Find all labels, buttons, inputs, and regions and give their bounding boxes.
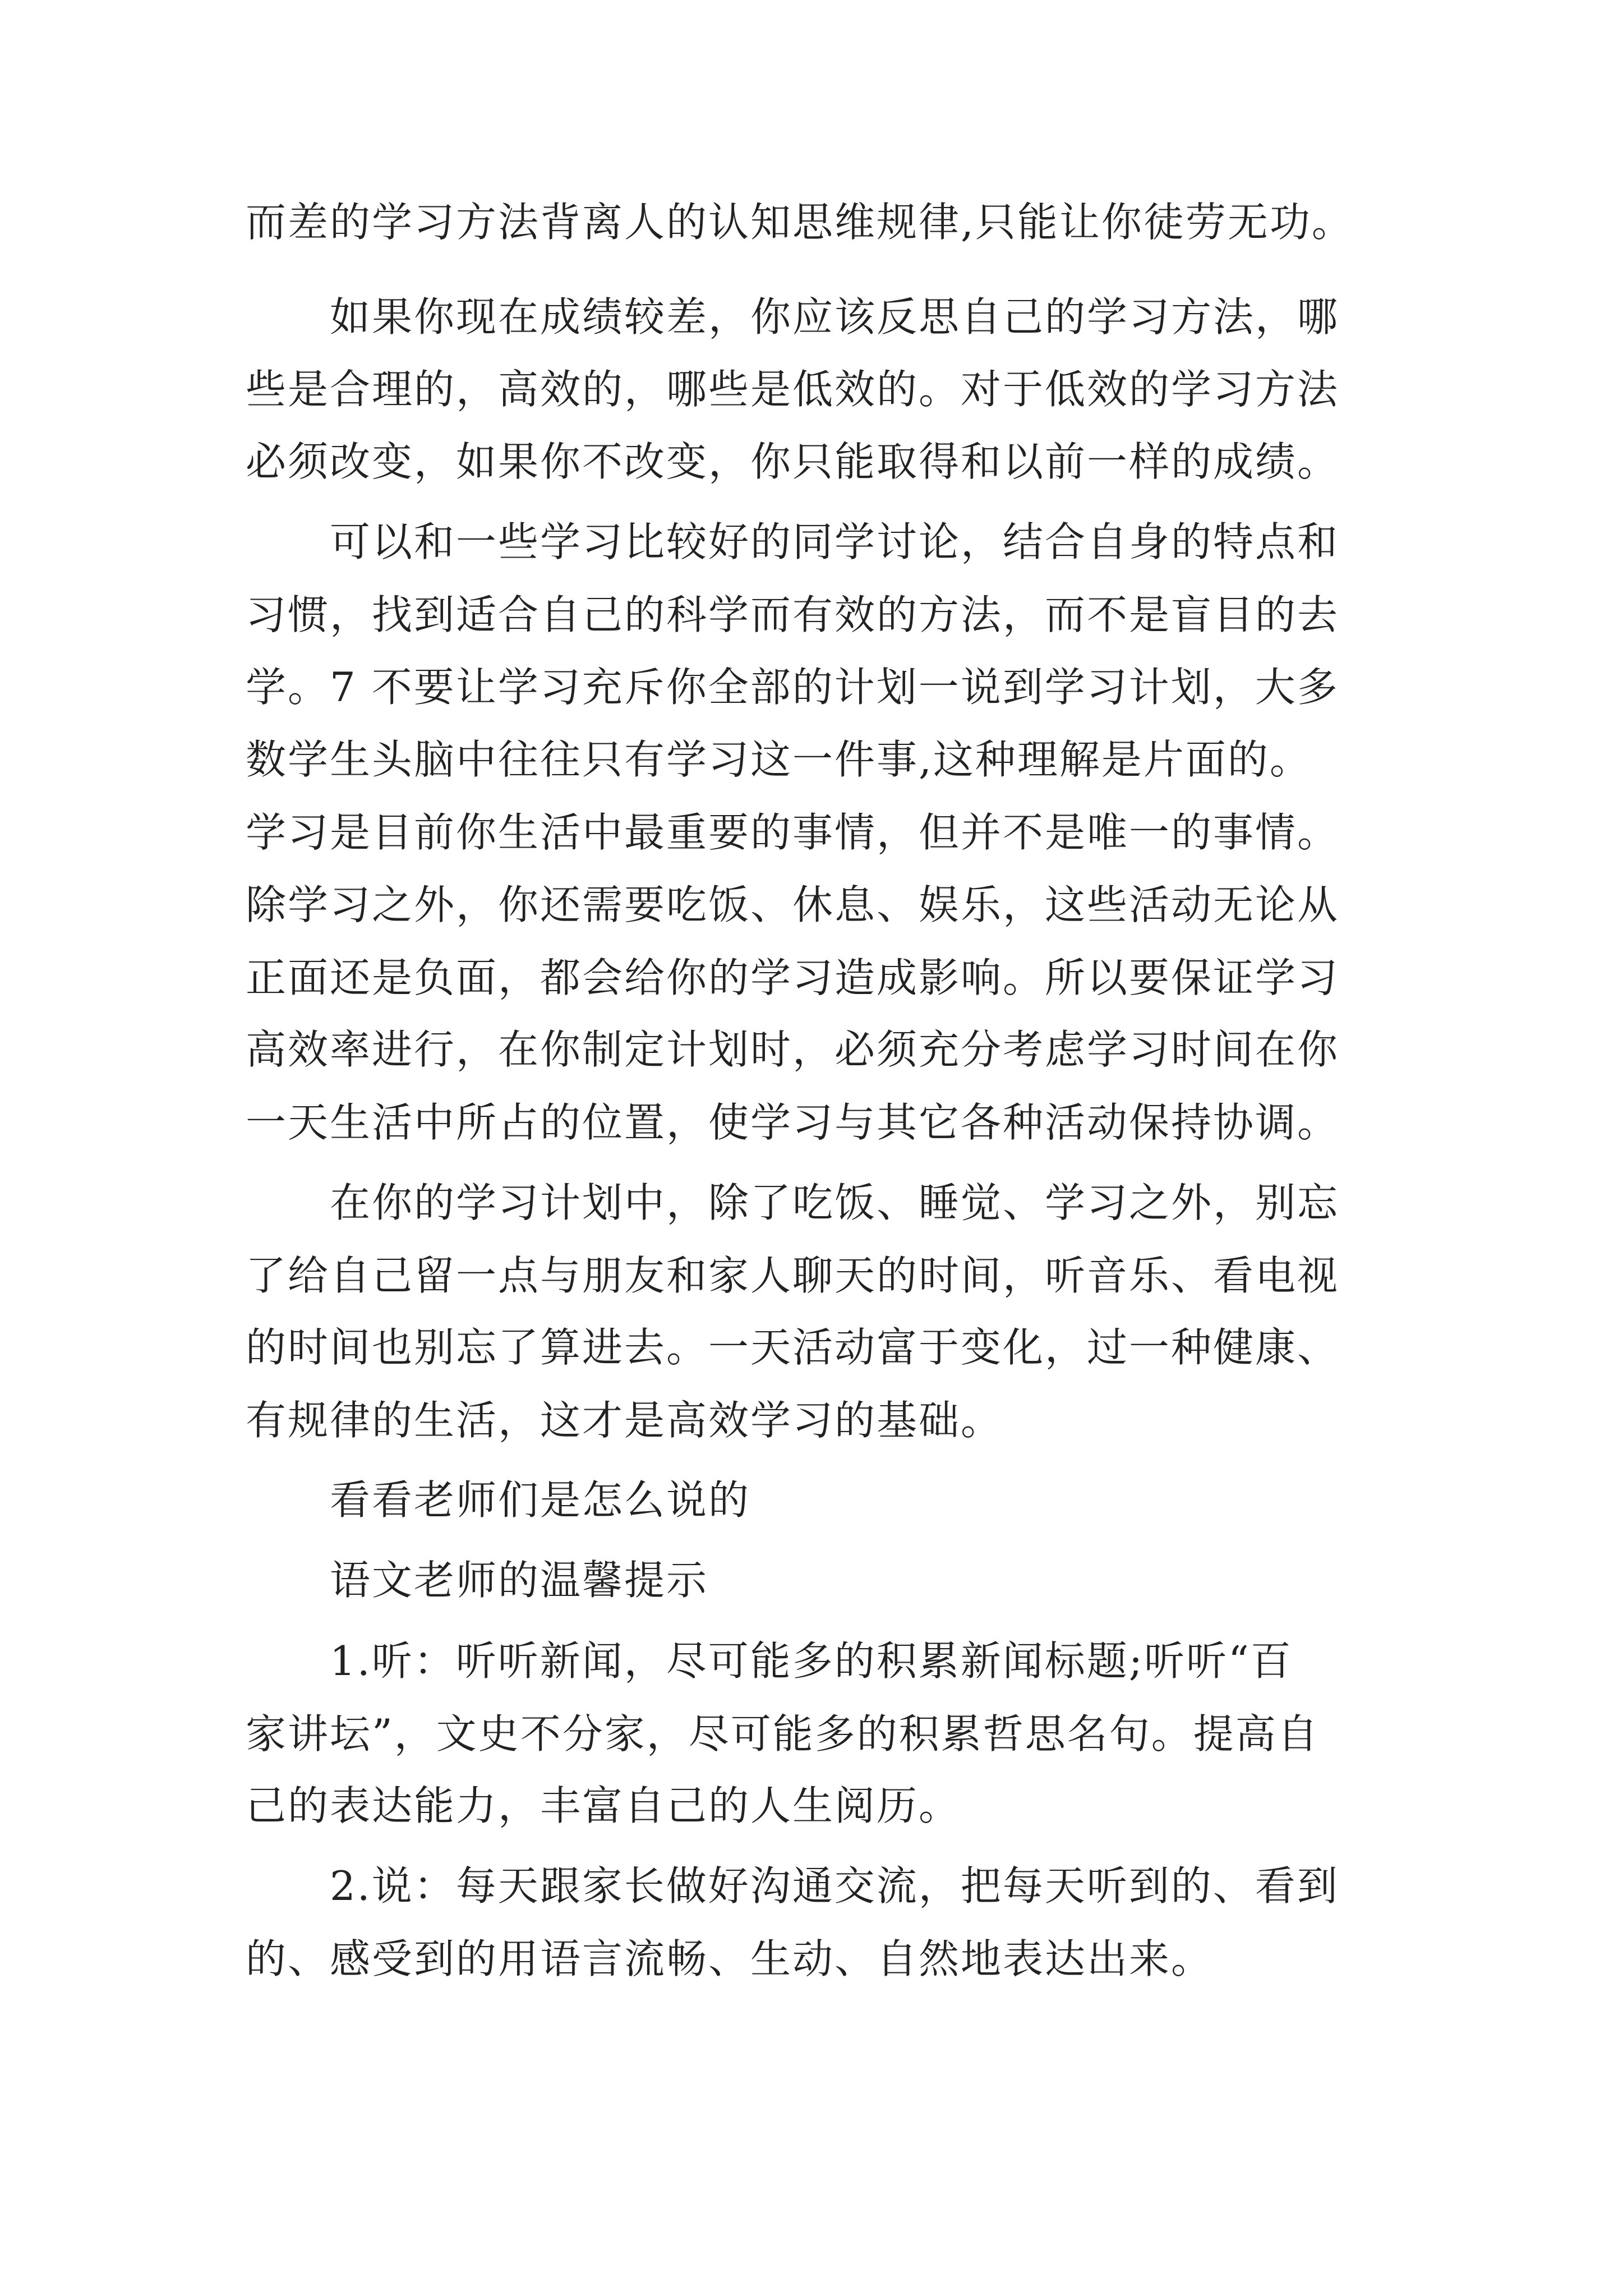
text-line: 正面还是负面，都会给你的学习造成影响。所以要保证学习: [246, 954, 1340, 1001]
text-line: 些是合理的，高效的，哪些是低效的。对于低效的学习方法: [246, 366, 1340, 413]
text-line: 高效率进行，在你制定计划时，必须充分考虑学习时间在你: [246, 1026, 1340, 1073]
text-line: 在你的学习计划中，除了吃饭、睡觉、学习之外，别忘: [330, 1179, 1340, 1226]
text-line: 必须改变，如果你不改变，你只能取得和以前一样的成绩。: [246, 438, 1340, 485]
text-line: 可以和一些学习比较好的同学讨论，结合自身的特点和: [330, 518, 1340, 565]
text-line: 而差的学习方法背离人的认知思维规律,只能让你徒劳无功。: [246, 199, 1354, 246]
text-line: 有规律的生活，这才是高效学习的基础。: [246, 1397, 1003, 1444]
text-line: 数学生头脑中往往只有学习这一件事,这种理解是片面的。: [246, 736, 1312, 783]
section-heading: 看看老师们是怎么说的: [330, 1476, 751, 1524]
text-line: 学。7 不要让学习充斥你全部的计划一说到学习计划，大多: [246, 664, 1339, 711]
text-line: 学习是目前你生活中最重要的事情，但并不是唯一的事情。: [246, 809, 1340, 856]
text-line: 除学习之外，你还需要吃饭、休息、娱乐，这些活动无论从: [246, 881, 1340, 928]
text-line: 2.说：每天跟家长做好沟通交流，把每天听到的、看到: [330, 1862, 1339, 1910]
text-line: 1.听：听听新闻，尽可能多的积累新闻标题;听听“百: [330, 1637, 1293, 1685]
text-line: 的、感受到的用语言流畅、生动、自然地表达出来。: [246, 1935, 1214, 1982]
text-line: 己的表达能力，丰富自己的人生阅历。: [246, 1782, 961, 1829]
text-line: 习惯，找到适合自己的科学而有效的方法，而不是盲目的去: [246, 591, 1340, 638]
section-heading: 语文老师的温馨提示: [330, 1557, 709, 1604]
text-line: 的时间也别忘了算进去。一天活动富于变化，过一种健康、: [246, 1324, 1340, 1371]
text-line: 如果你现在成绩较差，你应该反思自己的学习方法，哪: [330, 293, 1340, 341]
text-line: 一天生活中所占的位置，使学习与其它各种活动保持协调。: [246, 1099, 1340, 1146]
text-line: 了给自己留一点与朋友和家人聊天的时间，听音乐、看电视: [246, 1252, 1340, 1299]
text-line: 家讲坛”，文史不分家，尽可能多的积累哲思名句。提高自: [246, 1710, 1320, 1757]
